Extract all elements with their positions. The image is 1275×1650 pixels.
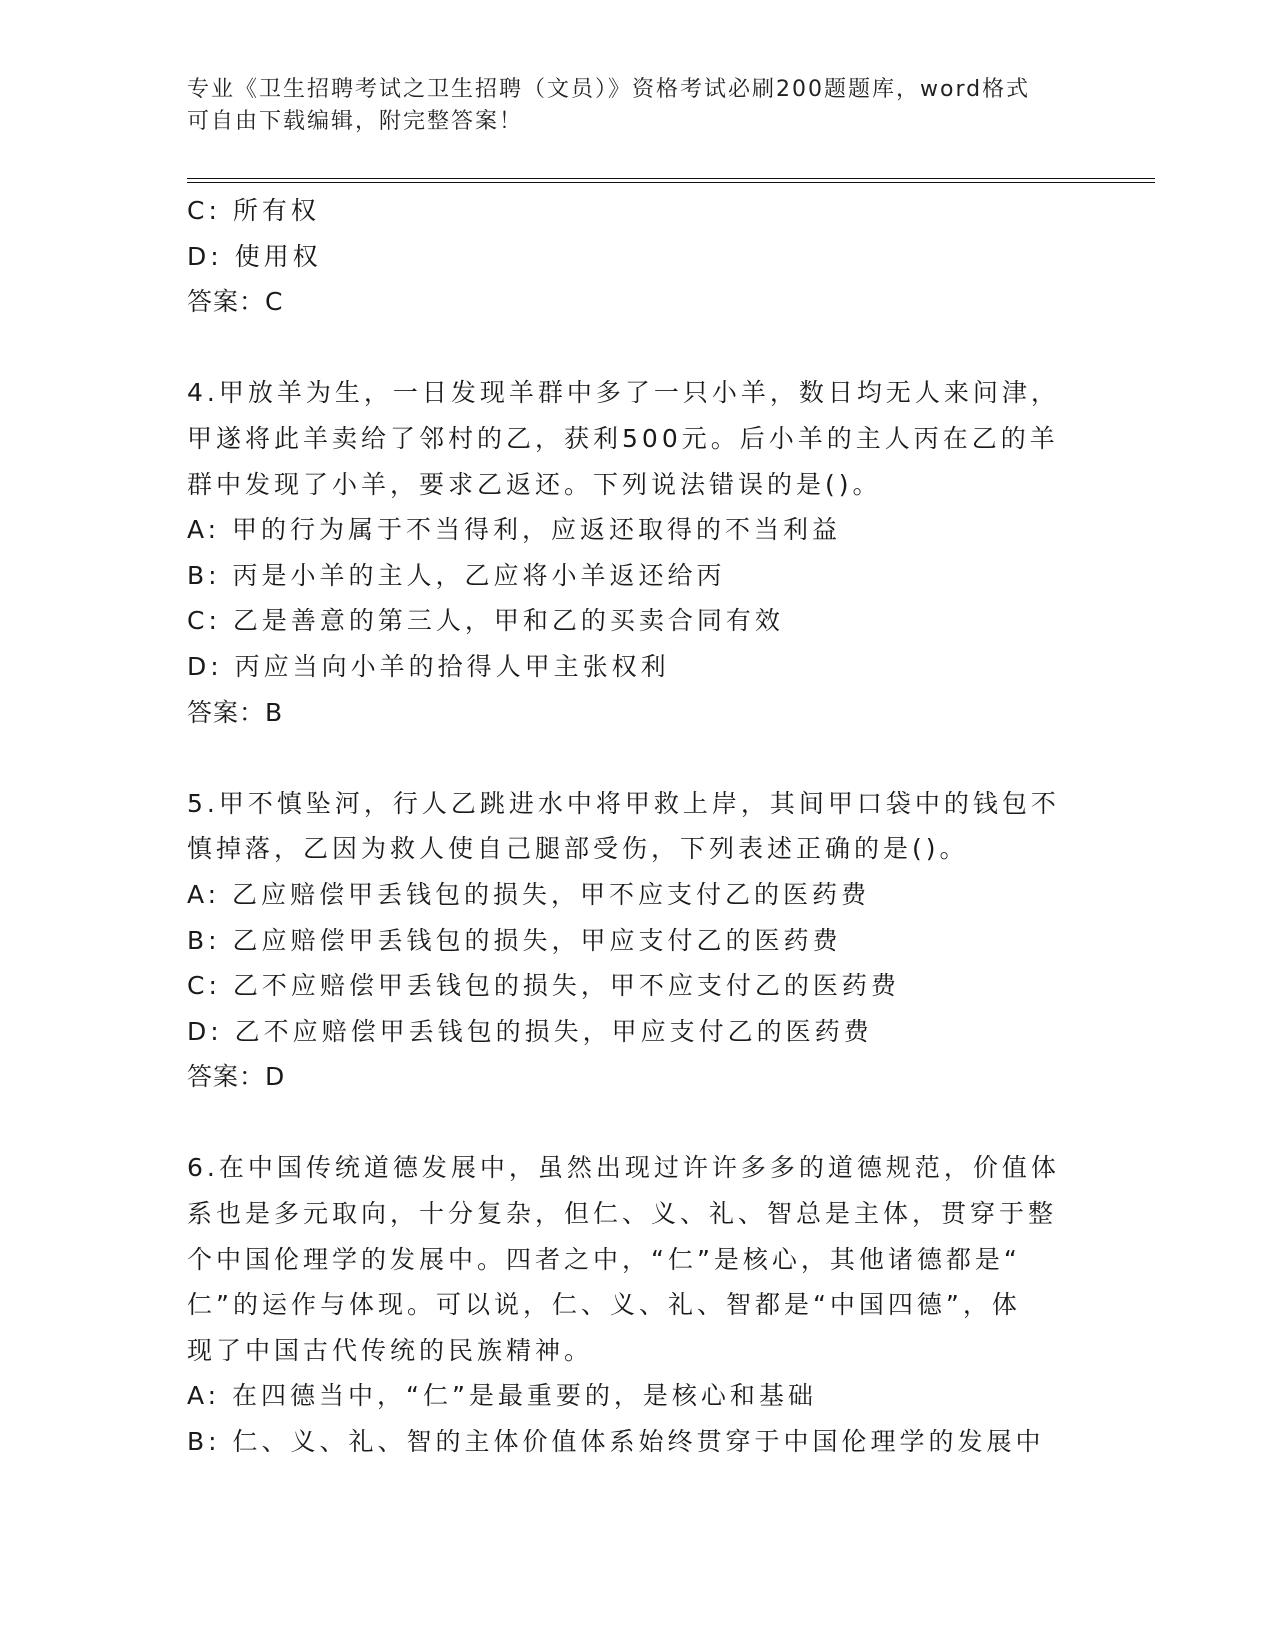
question-stem-line: 5.甲不慎坠河，行人乙跳进水中将甲救上岸，其间甲口袋中的钱包不 [187,788,1060,818]
question-stem-line: 现了中国古代传统的民族精神。 [187,1335,594,1365]
header-title-line-2: 可自由下载编辑，附完整答案！ [187,109,524,134]
option-d: D: 使用权 [187,241,322,271]
question-6 [187,1145,1087,1464]
spacer [187,325,1087,371]
answer-label: 答案：B [187,697,284,727]
spacer [187,735,1087,781]
header-divider [187,178,1155,183]
answer-label: 答案：C [187,287,284,317]
question-5 [187,781,1087,1100]
option-a: A: 甲的行为属于不当得利，应返还取得的不当利益 [187,515,842,545]
spacer [187,1100,1087,1146]
question-stem-line: 4.甲放羊为生，一日发现羊群中多了一只小羊，数日均无人来问津， [187,378,1060,408]
option-a: A: 在四德当中，“仁”是最重要的，是核心和基础 [187,1381,817,1411]
question-stem-line: 仁”的运作与体现。可以说，仁、义、礼、智都是“中国四德”，体 [187,1290,1021,1320]
question-content [187,188,1087,1465]
question-stem-line: 群中发现了小羊，要求乙返还。下列说法错误的是()。 [187,469,882,499]
option-d: D: 丙应当向小羊的拾得人甲主张权利 [187,651,670,681]
header-title-line-1: 专业《卫生招聘考试之卫生招聘（文员）》资格考试必刷200题题库，word格式 [187,77,1031,102]
answer-label: 答案：D [187,1062,286,1092]
question-4 [187,370,1087,735]
option-b: B: 丙是小羊的主人，乙应将小羊返还给丙 [187,560,726,590]
option-c: C: 所有权 [187,196,320,225]
option-c: C: 乙是善意的第三人，甲和乙的买卖合同有效 [187,606,784,636]
question-stem-line: 6.在中国传统道德发展中，虽然出现过许许多多的道德规范，价值体 [187,1153,1060,1183]
question-stem-line: 甲遂将此羊卖给了邻村的乙，获利500元。后小羊的主人丙在乙的羊 [187,423,1059,453]
option-c: C: 乙不应赔偿甲丢钱包的损失，甲不应支付乙的医药费 [187,971,900,1001]
option-a: A: 乙应赔偿甲丢钱包的损失，甲不应支付乙的医药费 [187,879,871,909]
question-3-tail [187,188,1087,325]
option-b: B: 乙应赔偿甲丢钱包的损失，甲应支付乙的医药费 [187,925,842,955]
question-stem-line: 个中国伦理学的发展中。四者之中，“仁”是核心，其他诸德都是“ [187,1244,1021,1274]
option-d: D: 乙不应赔偿甲丢钱包的损失，甲应支付乙的医药费 [187,1016,873,1046]
question-stem-line: 慎掉落，乙因为救人使自己腿部受伤，下列表述正确的是()。 [187,834,969,864]
question-stem-line: 系也是多元取向，十分复杂，但仁、义、礼、智总是主体，贯穿于整 [187,1199,1058,1229]
document-header [187,74,1087,138]
option-b: B: 仁、义、礼、智的主体价值体系始终贯穿于中国伦理学的发展中 [187,1427,1045,1457]
